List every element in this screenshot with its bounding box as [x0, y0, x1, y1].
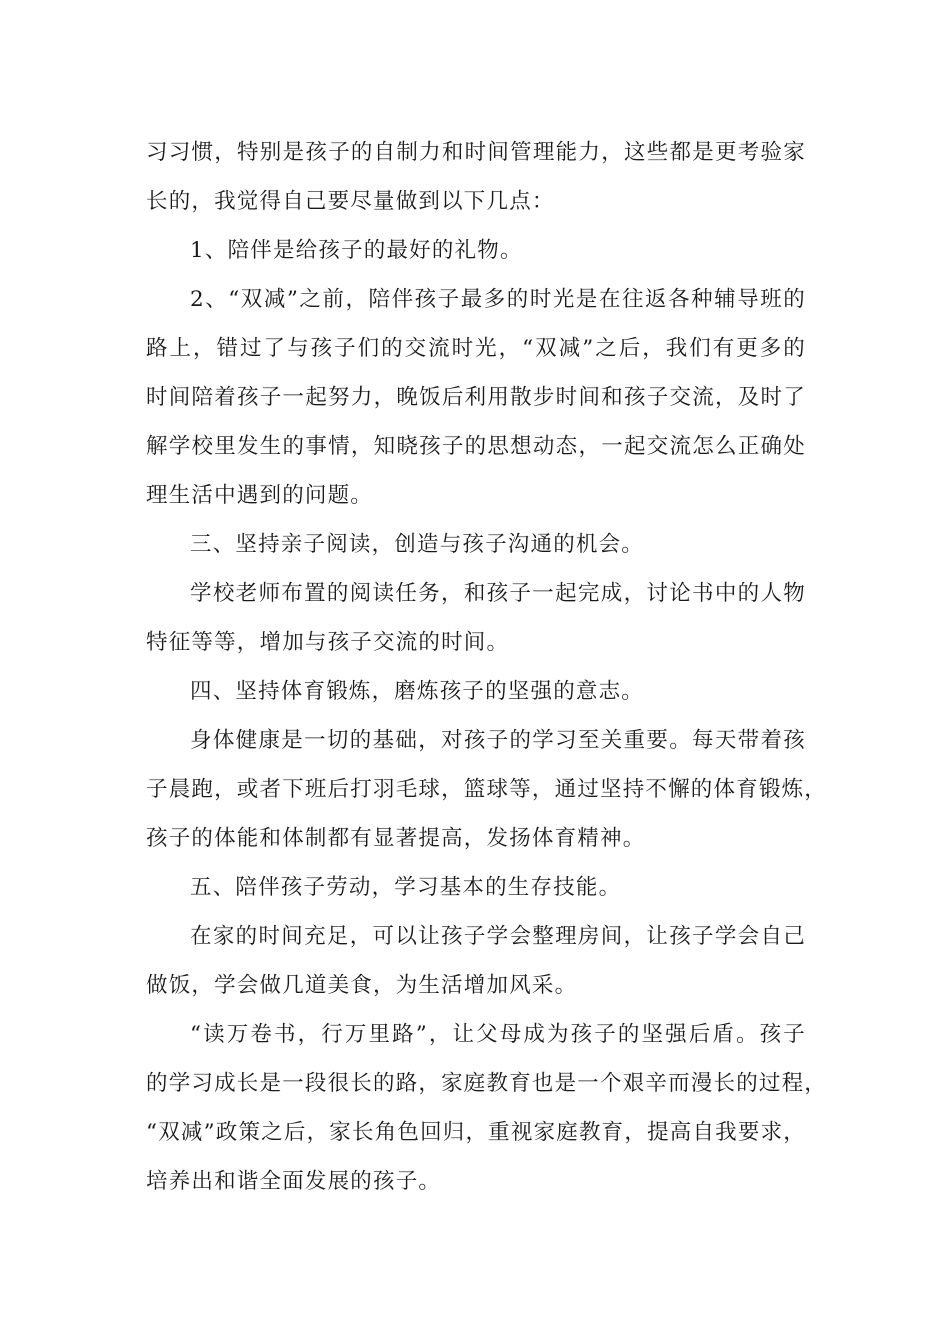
section-heading-4: 四、坚持体育锻炼，磨炼孩子的坚强的意志。: [190, 679, 645, 704]
document-body: [146, 128, 828, 1206]
text-line: 做饭，学会做几道美食，为生活增加风采。: [146, 973, 578, 998]
text-line: 长的，我觉得自己要尽量做到以下几点：: [146, 189, 555, 214]
text-line: 习习惯，特别是孩子的自制力和时间管理能力，这些都是更考验家: [146, 140, 806, 165]
text-line: 的学习成长是一段很长的路，家庭教育也是一个艰辛而漫长的过程，: [146, 1071, 828, 1096]
text-line: 孩子的体能和体制都有显著提高，发扬体育精神。: [146, 826, 646, 851]
paragraph-line: “读万卷书，行万里路”，让父母成为孩子的坚强后盾。孩子: [190, 1022, 806, 1047]
text-line: 路上，错过了与孩子们的交流时光，“双减”之后，我们有更多的: [146, 336, 806, 361]
text-line: 理生活中遇到的问题。: [146, 483, 374, 508]
text-line: “双减”政策之后，家长角色回归，重视家庭教育，提高自我要求，: [146, 1120, 806, 1145]
list-item-2: 2、“双减”之前，陪伴孩子最多的时光是在往返各种辅导班的: [190, 287, 806, 312]
paragraph-line: 身体健康是一切的基础，对孩子的学习至关重要。每天带着孩: [190, 728, 806, 753]
section-heading-5: 五、陪伴孩子劳动，学习基本的生存技能。: [190, 875, 622, 900]
paragraph-line: 在家的时间充足，可以让孩子学会整理房间，让孩子学会自己: [190, 924, 806, 949]
paragraph-line: 学校老师布置的阅读任务，和孩子一起完成，讨论书中的人物: [190, 581, 806, 606]
text-line: 时间陪着孩子一起努力，晚饭后利用散步时间和孩子交流，及时了: [146, 385, 806, 410]
text-line: 子晨跑，或者下班后打羽毛球，篮球等，通过坚持不懈的体育锻炼，: [146, 777, 828, 802]
text-line: 解学校里发生的事情，知晓孩子的思想动态，一起交流怎么正确处: [146, 434, 806, 459]
text-line: 特征等等，增加与孩子交流的时间。: [146, 630, 510, 655]
text-line: 培养出和谐全面发展的孩子。: [146, 1169, 442, 1194]
list-item-1: 1、陪伴是给孩子的最好的礼物。: [190, 238, 523, 263]
section-heading-3: 三、坚持亲子阅读，创造与孩子沟通的机会。: [190, 532, 645, 557]
